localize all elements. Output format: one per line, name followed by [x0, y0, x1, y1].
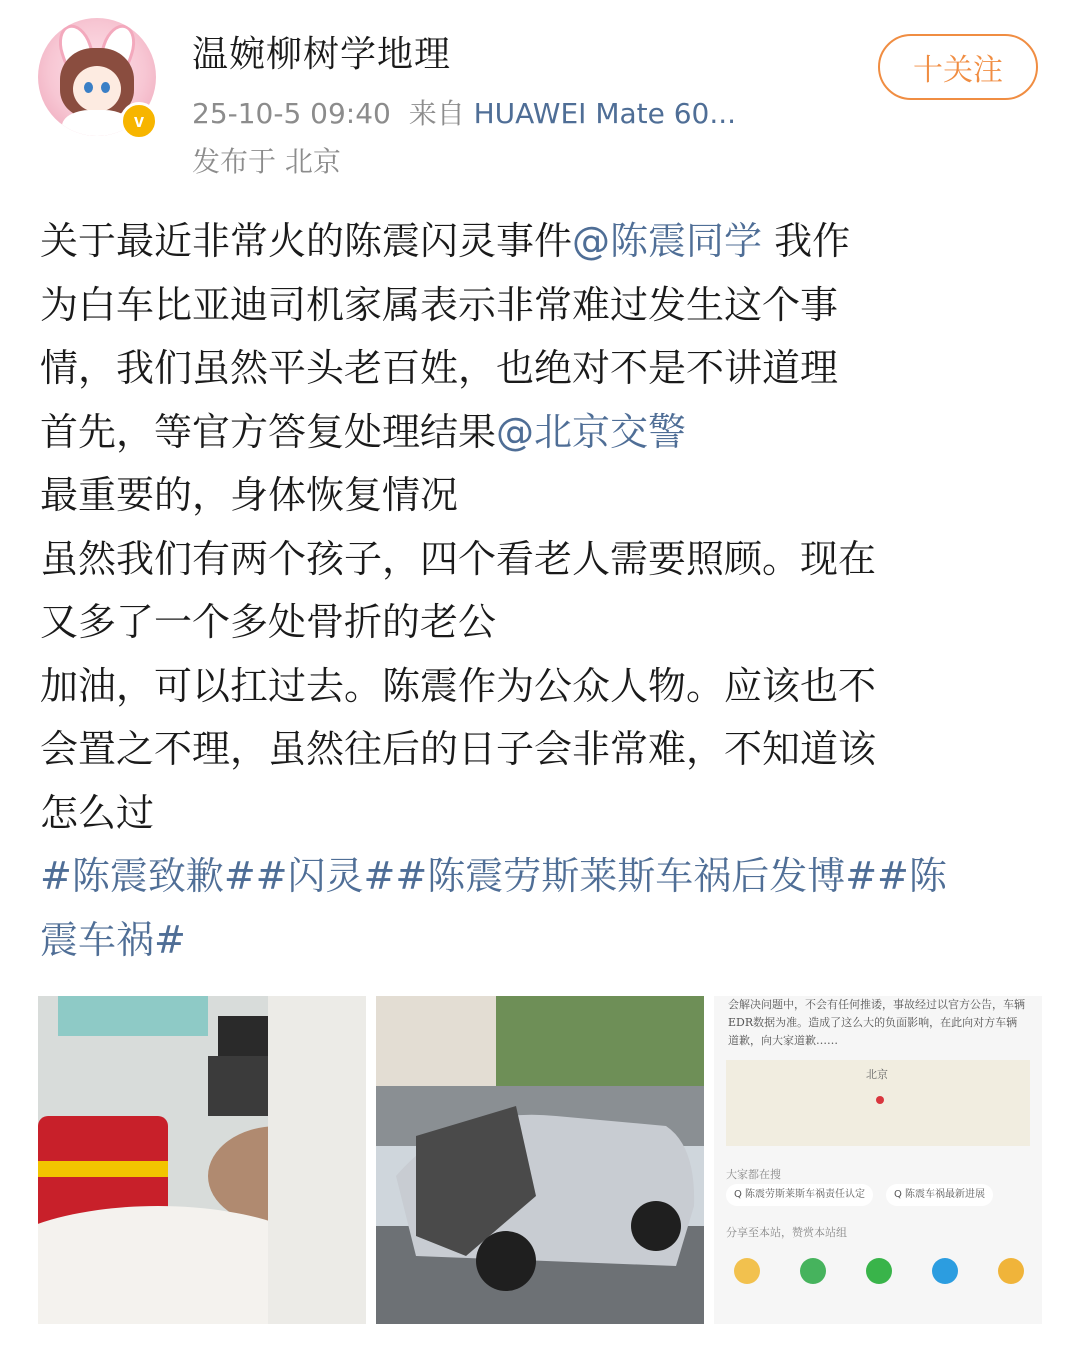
qq-icon — [932, 1258, 958, 1284]
post-body — [40, 210, 1040, 972]
post-line — [40, 210, 1040, 274]
mention-link[interactable]: @北京交警 — [496, 409, 687, 454]
post-location: 发布于 北京 — [192, 145, 341, 178]
post-line — [40, 401, 1040, 465]
hashtag-links[interactable]: #陈震致歉##闪灵##陈震劳斯莱斯车祸后发博##陈 — [40, 854, 947, 898]
image-damaged-car[interactable] — [376, 996, 704, 1324]
username[interactable]: 温婉柳树学地理 — [192, 34, 452, 75]
post-timestamp: 25-10-5 09:40 — [192, 97, 391, 130]
map-pin-icon — [876, 1096, 884, 1104]
post-meta — [192, 92, 736, 132]
post-line: 会置之不理，虽然往后的日子会非常难，不知道该 — [40, 727, 877, 771]
verified-badge-icon: v — [120, 102, 158, 140]
avatar-eye-right — [101, 82, 110, 93]
post-text-segment: 首先，等官方答复处理结果 — [40, 409, 497, 454]
post-text-segment: 我作 — [774, 219, 851, 263]
share-icon — [734, 1258, 760, 1284]
screenshot-note-text: 会解决问题中，不会有任何推诿，事故经过以官方公告，车辆EDR数据为准。造成了这么大的负面影响，在此向对方车辆道歉，向大家道歉…… — [728, 998, 1025, 1047]
mention-link[interactable]: @陈震同学 — [572, 219, 763, 263]
search-suggestion: Q 陈震劳斯莱斯车祸责任认定 — [726, 1184, 873, 1206]
post-line: 情，我们虽然平头老百姓，也绝对不是不讲道理 — [40, 346, 839, 390]
image-screenshot-post[interactable] — [714, 996, 1042, 1324]
avatar-face — [73, 66, 121, 112]
follow-button[interactable]: 十关注 — [878, 34, 1038, 100]
post-line: 虽然我们有两个孩子，四个看老人需要照顾。现在 — [40, 536, 877, 581]
source-prefix: 来自 — [408, 97, 465, 130]
wechat-icon — [800, 1258, 826, 1284]
map-thumbnail — [726, 1060, 1030, 1146]
post-line: 怎么过 — [40, 790, 155, 835]
post-line: 加油，可以扛过去。陈震作为公众人物。应该也不 — [40, 663, 877, 708]
avatar-eye-left — [84, 82, 93, 93]
save-icon — [998, 1258, 1024, 1284]
moments-icon — [866, 1258, 892, 1284]
map-city-label: 北京 — [866, 1068, 888, 1081]
post-line: 为白车比亚迪司机家属表示非常难过发生这个事 — [40, 282, 839, 327]
search-suggestion: Q 陈震车祸最新进展 — [886, 1184, 993, 1206]
post-text-segment: 关于最近非常火的陈震闪灵事件 — [40, 219, 573, 263]
share-icons-row — [734, 1258, 1024, 1284]
device-source-link[interactable]: HUAWEI Mate 60... — [473, 97, 737, 130]
post-line: 最重要的，身体恢复情况 — [40, 473, 459, 517]
hashtag-links[interactable]: 震车祸# — [40, 917, 186, 962]
share-section-title: 分享至本站，赞赏本站组 — [726, 1226, 847, 1239]
search-section-title: 大家都在搜 — [726, 1168, 781, 1181]
post-line: 又多了一个多处骨折的老公 — [40, 600, 497, 644]
image-ambulance-interior[interactable] — [38, 996, 366, 1324]
